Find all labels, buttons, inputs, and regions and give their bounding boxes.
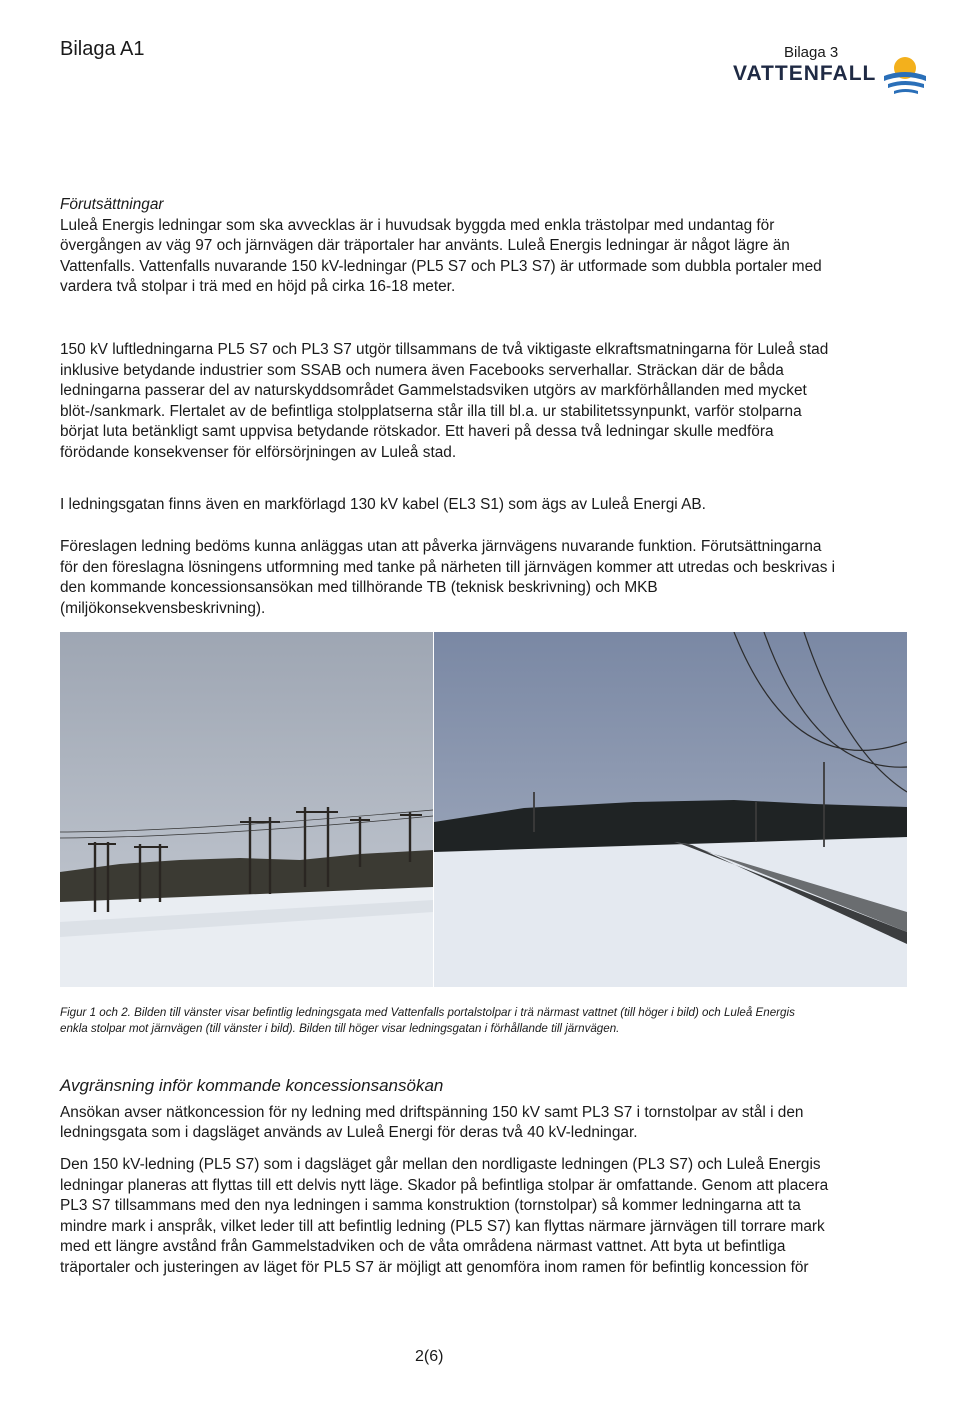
paragraph: Den 150 kV-ledning (PL5 S7) som i dagsläget går mellan den nordligaste ledningen (PL3 S7) och Luleå Energis ledningar planeras att flyttas till ett delvis nytt läge. Skador på befintliga stolpar är omfattande. Genom att placera PL3 S7 tillsammans med den nya ledningen i samma konstruktion (tornstolpar) så kommer ledningarna att ta mindre mark i anspråk, vilket leder till att befintlig ledning (PL5 S7) kan flyttas närmare järnvägen till torrare mark med ett längre avstånd från Gammelstadviken och de våta områdena närmast vattnet. Att byta ut befintliga träportaler och justeringen av läget för PL5 S7 är möjligt att genomföra inom ramen för befintlig koncession för	[60, 1156, 829, 1276]
paragraph: I ledningsgatan finns även en markförlagd 130 kV kabel (EL3 S1) som ägs av Luleå Energi AB.	[60, 496, 706, 513]
header-left-label: Bilaga A1	[60, 38, 145, 60]
paragraph: Luleå Energis ledningar som ska avvecklas är i huvudsak byggda med enkla trästolpar med undantag för övergången av väg 97 och järnvägen där träportaler har använts. Luleå Energis ledningar är något lägre än Vattenfalls. Vattenfalls nuvarande 150 kV-ledningar (PL5 S7 och PL3 S7) är utformade som dubbla portaler med vardera två stolpar i trä med en höjd på cirka 16-18 meter.	[60, 216, 822, 295]
figure-caption: Figur 1 och 2. Bilden till vänster visar befintlig ledningsgata med Vattenfalls portalstolpar i trä närmast vattnet (till höger i bild) och Luleå Energis enkla stolpar mot järnvägen (till vänster i bild). Bilden till höger visar ledningsgatan i förhållande till järnvägen.	[60, 1006, 795, 1035]
photo-railway-snow	[434, 632, 907, 987]
page-number: 2(6)	[415, 1348, 444, 1365]
section-avgransning	[60, 1076, 840, 1144]
section-heading: Avgränsning inför kommande koncessionsansökan	[60, 1076, 444, 1095]
header-right-label: Bilaga 3	[784, 44, 839, 61]
brand-name: VATTENFALL	[733, 62, 877, 85]
section-forutsattningar	[60, 195, 840, 298]
paragraph: Föreslagen ledning bedöms kunna anläggas utan att påverka järnvägens nuvarande funktion. Förutsättningarna för den föreslagna lösningens utformning med tanke på närheten till järnvägen kommer att utredas och beskrivas i den kommande koncessionsansökan med tillhörande TB (teknisk beskrivning) och MKB (miljökonsekvensbeskrivning).	[60, 538, 836, 617]
section-heading: Förutsättningar	[60, 196, 164, 213]
vattenfall-logo-icon	[880, 48, 930, 98]
paragraph: Ansökan avser nätkoncession för ny ledning med driftspänning 150 kV samt PL3 S7 i tornstolpar av stål i den ledningsgata som i dagsläget används av Luleå Energi för deras två 40 kV-ledningar.	[60, 1103, 804, 1141]
photo-power-line-corridor	[60, 632, 433, 987]
paragraph: 150 kV luftledningarna PL5 S7 och PL3 S7 utgör tillsammans de två viktigaste elkraftsmatningarna för Luleå stad inklusive betydande industrier som SSAB och numera även Facebooks serverhallar. Sträckan där de båda ledningarna passerar del av naturskyddsområdet Gammelstadsviken utgörs av markförhållanden med mycket blöt-/sankmark. Flertalet av de befintliga stolpplatserna står illa till bl.a. ur stabilitetssynpunkt, varför stolparna börjat luta betänkligt samt uppvisa betydande rötskador. Ett haveri på dessa två ledningar skulle medföra förödande konsekvenser för elförsörjningen av Luleå stad.	[60, 341, 829, 461]
